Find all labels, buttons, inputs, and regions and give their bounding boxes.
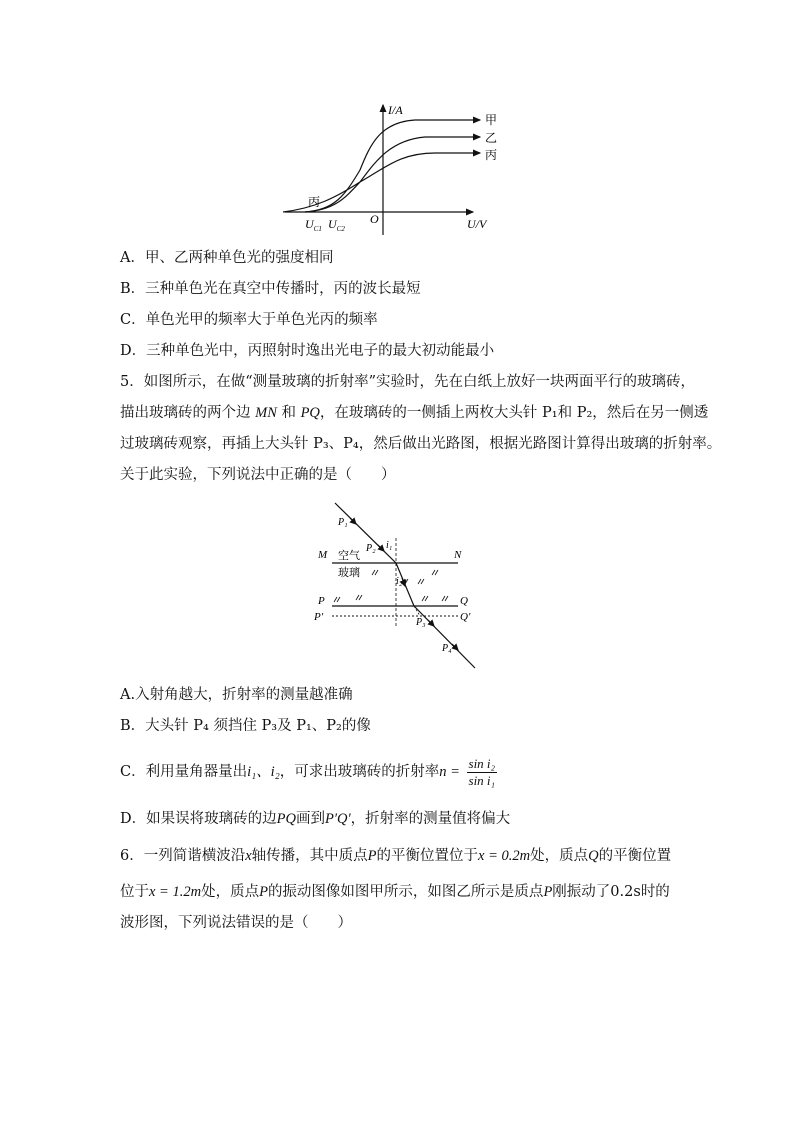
q5-option-a: A.入射角越大，折射率的测量越准确: [120, 687, 353, 703]
q5-stem-line1: 5．如图所示，在做“测量玻璃的折射率”实验时，先在白纸上放好一块两面平行的玻璃砖，: [120, 374, 696, 390]
q5-line2-and: 和: [281, 405, 296, 421]
ray-arrow-5: [452, 644, 458, 650]
edge-mn: MN: [255, 405, 277, 421]
label-i1: i₁: [386, 540, 393, 551]
q6-line1-mid2: 的平衡位置位于: [376, 848, 479, 864]
q6-line1-q: Q: [588, 848, 599, 864]
q5-option-c-mid: ，可求出玻璃砖的折射率: [279, 764, 440, 780]
q6-line2-post: 时的: [640, 884, 670, 900]
q6-line1-mid3: 处，质点: [530, 848, 589, 864]
q5-option-d-mid: 画到: [295, 811, 325, 827]
q6-stem-line1: [120, 846, 690, 866]
label-p1: P₁: [338, 517, 348, 528]
q5-line2-pre: 描出玻璃砖的两个边: [120, 405, 251, 421]
q6-line2-mid2: 的振动图像如图甲所示，如图乙所示是质点: [267, 884, 544, 900]
q6-line2-pre: 位于: [120, 884, 149, 900]
curve-label-bing: 丙: [485, 148, 498, 162]
x-axis-label: U/V: [467, 217, 487, 231]
q4-option-d: D．三种单色光中，丙照射时逸出光电子的最大初动能最小: [120, 343, 495, 359]
q6-line1-mid: 轴传播，其中质点: [251, 848, 368, 864]
q5-stem-line3: 过玻璃砖观察，再插上大头针 P₃、P₄，然后做出光路图，根据光路图计算得出玻璃的折射率。: [120, 436, 722, 452]
curve-label-jia: 甲: [485, 113, 498, 127]
q6-line1-val: x = 0.2m: [478, 848, 531, 864]
left-curve-label: 丙: [308, 195, 321, 209]
q6-line1-p: P: [367, 848, 377, 864]
q6-line2-t: 0.2s: [610, 884, 641, 900]
q4-option-a: A．甲、乙两种单色光的强度相同: [120, 250, 334, 266]
photoelectric-iu-figure: [275, 100, 515, 240]
q5-option-c: [120, 752, 690, 792]
label-i2: i₂: [396, 576, 403, 587]
q6-stem-line2: [120, 882, 690, 902]
q5-option-c-pre: C．利用量角器量出: [120, 764, 248, 780]
curve-label-yi: 乙: [485, 131, 498, 145]
q6-line2-mid3: 刚振动了: [552, 884, 611, 900]
q6-line2-mid: 处，质点: [201, 884, 260, 900]
label-glass: 玻璃: [338, 567, 360, 579]
edge-pq: PQ: [300, 405, 320, 421]
q5-option-c-vars: i₁、i₂: [247, 764, 280, 780]
q6-line1-pre: 6．一列简谐横波沿: [120, 848, 246, 864]
glass-refraction-figure: [310, 498, 485, 673]
ray-arrow-4: [428, 620, 434, 626]
q6-line1-post: 的平衡位置: [598, 848, 672, 864]
label-p: P: [318, 595, 325, 607]
q6-line2-p2: P: [543, 884, 553, 900]
q5-option-c-n: n =: [439, 764, 460, 780]
q6-line1-x: x: [245, 848, 252, 864]
label-p3: P₃: [416, 617, 426, 628]
q5-stem-line4: 关于此实验，下列说法中正确的是（ ）: [120, 467, 396, 483]
q5-option-d: [120, 809, 690, 829]
q4-option-b: B．三种单色光在真空中传播时，丙的波长最短: [120, 281, 421, 297]
curve-yi: [305, 137, 480, 212]
q5-option-d-pre: D．如果误将玻璃砖的边: [120, 811, 277, 827]
q5-option-d-post: ，折射率的测量值将偏大: [350, 811, 511, 827]
fraction-denominator: sin i₁: [468, 772, 496, 788]
label-q: Q: [460, 595, 468, 607]
y-axis-label: I/A: [388, 103, 403, 117]
q6-stem-line3: 波形图，下列说法错误的是（ ）: [120, 915, 352, 931]
q5-option-b: B．大头针 P₄ 须挡住 P₃及 P₁、P₂的像: [120, 718, 371, 734]
label-m: M: [318, 549, 328, 561]
q6-line2-val: x = 1.2m: [149, 884, 202, 900]
uc2-label: $U_{C2}$: [328, 217, 345, 233]
uc1-label: $U_{C1}$: [305, 217, 322, 233]
q6-line2-p: P: [259, 884, 268, 900]
q5-stem-line2: [120, 403, 709, 423]
label-air: 空气: [338, 550, 360, 562]
q4-option-c: C．单色光甲的频率大于单色光丙的频率: [120, 312, 378, 328]
label-p4: P₄: [442, 643, 452, 654]
q5-line2-post: ，在玻璃砖的一侧插上两枚大头针 P₁和 P₂，然后在另一侧透: [319, 405, 709, 421]
label-p-prime: P′: [314, 611, 324, 623]
label-n: N: [454, 549, 462, 561]
q5-option-d-pq: PQ: [276, 811, 296, 827]
label-q-prime: Q′: [460, 611, 471, 623]
fraction-numerator: sin i₂: [468, 755, 496, 771]
ray-arrow-2: [378, 545, 384, 551]
origin-label: O: [370, 212, 379, 226]
label-p2: P₂: [366, 543, 376, 554]
refraction-fraction: [467, 756, 498, 789]
ray-arrow-1: [350, 518, 356, 524]
q5-option-d-pq2: P′Q′: [324, 811, 351, 827]
